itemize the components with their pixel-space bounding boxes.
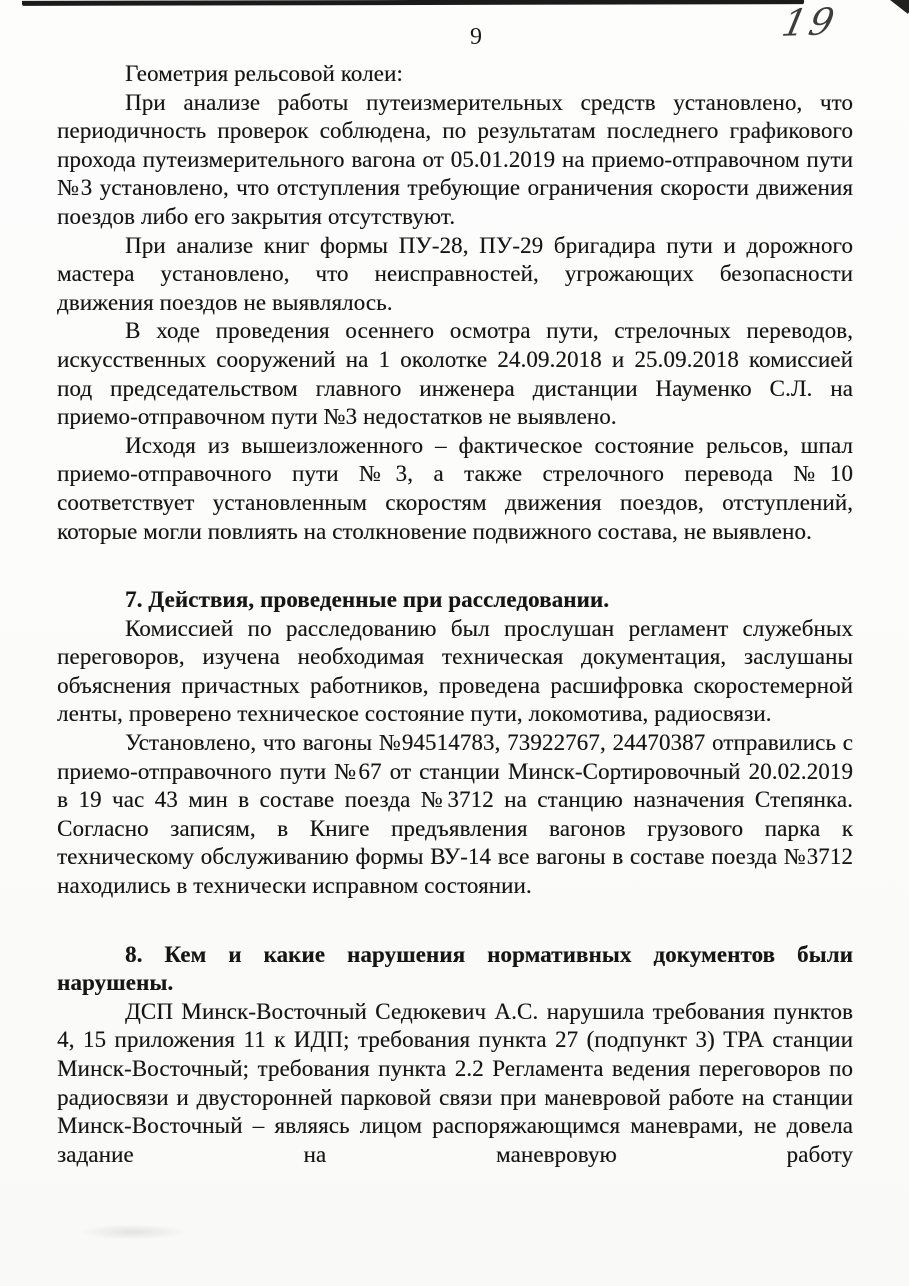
section-heading: 7. Действия, проведенные при расследовании.: [125, 587, 610, 613]
paragraph: Установлено, что вагоны №94514783, 73922767, 24470387 отправились с приемо-отправочного пути №67 от станции Минск-Сортировочный 20.02.2019 в 19 час 43 мин в составе поезда №3712 на станцию назначения Степянка. Согласно записям, в Книге предъявления вагонов грузового парка к техническому обслуживанию формы ВУ-14 все вагоны в составе поезда №3712 находились в технически исправном состоянии.: [57, 730, 853, 899]
page-number: 9: [470, 24, 482, 50]
paragraph: При анализе книг формы ПУ-28, ПУ-29 бригадира пути и дорожного мастера установлено, что неисправностей, угрожающих безопасности движения поездов не выявлялось.: [57, 232, 853, 315]
paragraph: Комиссией по расследованию был прослушан регламент служебных переговоров, изучена необходимая техническая документация, заслушаны объяснения причастных работников, проведена расшифровка скоростемерной ленты, проверено техническое состояние пути, локомотива, радиосвязи.: [57, 615, 853, 727]
scan-top-edge-artifact: [22, 0, 804, 6]
paragraph: ДСП Минск-Восточный Седюкевич А.С. нарушила требования пунктов 4, 15 приложения 11 к ИДП; требования пункта 27 (подпункт 3) ТРА станции Минск-Восточный; требования пункта 2.2 Регламента ведения переговоров по радиосвязи и двусторонней парковой связи при маневровой работе на станции Минск-Восточный – являясь лицом распоряжающимся маневрами, не довела задание на маневровую работу: [57, 998, 853, 1167]
scan-smudge-artifact: [78, 1224, 188, 1240]
paragraph: В ходе проведения осеннего осмотра пути, стрелочных переводов, искусственных сооружений на 1 околотке 24.09.2018 и 25.09.2018 комиссией под председательством главного инженера дистанции Науменко С.Л. на приемо-отправочном пути №3 недостатков не выявлено.: [57, 318, 853, 430]
scan-corner-artifact: [884, 0, 909, 14]
paragraph: Исходя из вышеизложенного – фактическое состояние рельсов, шпал приемо-отправочного пути №3, а также стрелочного перевода №10 соответствует установленным скоростям движения поездов, отступлений, которые могли повлиять на столкновение подвижного состава, не выявлено.: [57, 432, 853, 544]
section-heading: 8. Кем и какие нарушения нормативных документов были нарушены.: [57, 941, 853, 996]
document-body: [57, 60, 853, 1169]
handwritten-sheet-number: 19: [778, 0, 841, 45]
paragraph: При анализе работы путеизмерительных средств установлено, что периодичность проверок соблюдена, по результатам последнего графикового прохода путеизмерительного вагона от 05.01.2019 на приемо-отправочном пути №3 установлено, что отступления требующие ограничения скорости движения поездов либо его закрытия отсутствуют.: [57, 89, 853, 229]
paragraph: Геометрия рельсовой колеи:: [125, 61, 403, 86]
